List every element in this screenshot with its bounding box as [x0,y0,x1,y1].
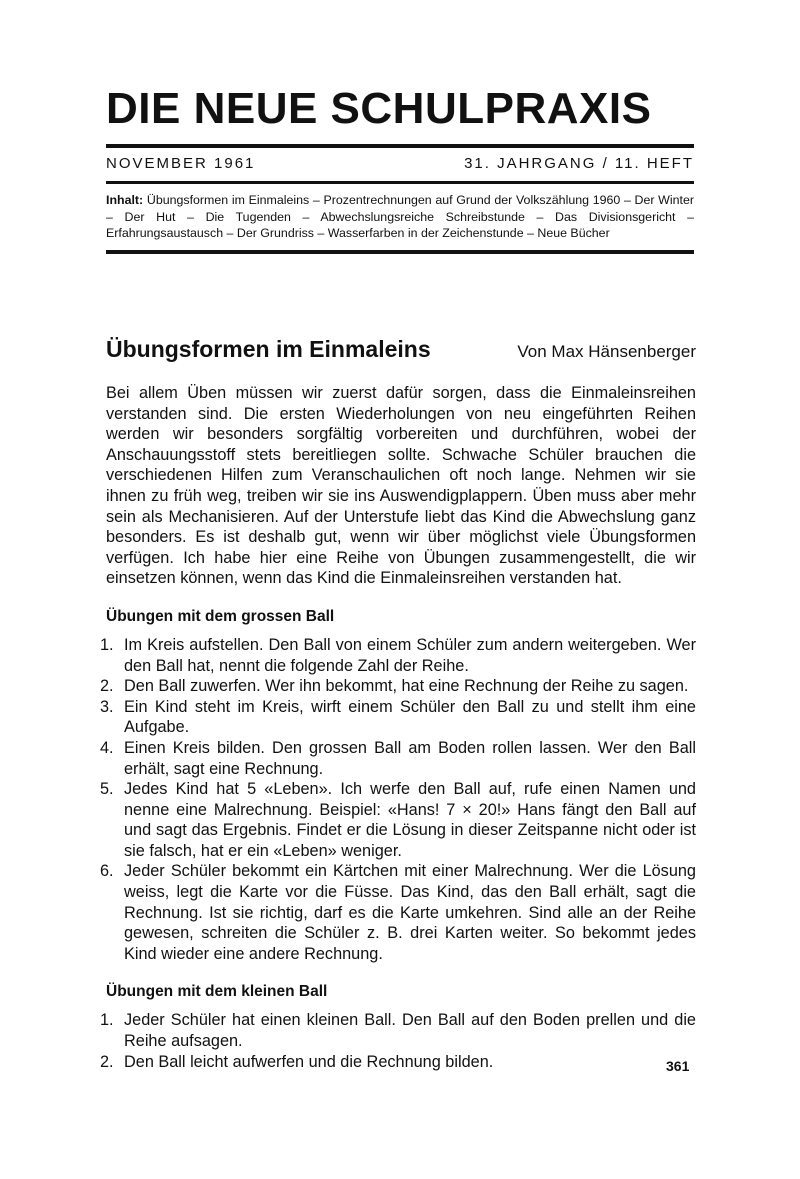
exercise-list [100,635,696,965]
item-text: Ein Kind steht im Kreis, wirft einem Schüler den Ball zu und stellt ihm eine Aufgabe. [124,697,696,737]
list-item [100,635,696,676]
item-text: Den Ball leicht aufwerfen und die Rechnung bilden. [124,1052,494,1071]
item-number: 1. [100,635,114,654]
toc-label: Inhalt: [106,193,144,207]
divider [106,144,694,148]
masthead [106,82,694,254]
section-heading: Übungen mit dem kleinen Ball [106,983,328,1001]
item-text: Den Ball zuwerfen. Wer ihn bekommt, hat eine Rechnung der Reihe zu sagen. [124,677,689,696]
item-text: Einen Kreis bilden. Den grossen Ball am Boden rollen lassen. Wer den Ball erhält, sagt eine Rechnung. [124,738,696,778]
list-item [100,1010,696,1051]
item-number: 3. [100,697,114,716]
article [100,336,696,1072]
list-item [100,697,696,738]
page-number: 361 [666,1058,690,1074]
item-text: Jedes Kind hat 5 «Leben». Ich werfe den Ball auf, rufe einen Namen und nenne eine Malrechnung. Beispiel: «Hans! 7 × 20!» Hans fängt den Ball auf und sagt das Ergebnis. Findet er die Lösung in dieser Zeitspanne nicht oder ist sie falsch, hat er ein «Leben» weniger. [124,780,696,860]
list-item [100,738,696,779]
list-item [100,676,696,697]
section-heading: Übungen mit dem grossen Ball [106,607,335,625]
issue-date: NOVEMBER 1961 [106,155,256,172]
exercise-list [100,1010,696,1072]
list-item [100,779,696,861]
list-item [100,1052,696,1073]
article-header [106,336,696,363]
item-text: Im Kreis aufstellen. Den Ball von einem Schüler zum andern weitergeben. Wer den Ball hat, nennt die folgende Zahl der Reihe. [124,635,696,675]
item-text: Jeder Schüler hat einen kleinen Ball. Den Ball auf den Boden prellen und die Reihe aufsagen. [124,1011,696,1051]
issue-line [106,154,694,174]
article-author: Von Max Hänsenberger [517,342,696,361]
item-number: 6. [100,862,114,881]
intro-paragraph: Bei allem Üben müssen wir zuerst dafür sorgen, dass die Einmaleinsreihen verstanden sind. Die ersten Wiederholungen von neu eingeführten Reihen werden wir besonders sorgfältig vorbereiten und durchführen, wobei der Anschauungsstoff stets bereitliegen sollte. Schwache Schüler brauchen die verschiedenen Hilfen zum Veranschaulichen oft noch lange. Nehmen wir sie ihnen zu früh weg, treiben wir sie ins Auswendigplappern. Üben muss aber mehr sein als Mechanisieren. Auf der Unterstufe liebt das Kind die Abwechslung ganz besonders. Es ist deshalb gut, wenn wir über möglichst viele Übungsformen verfügen. Ich habe hier eine Reihe von Übungen zusammengestellt, die wir einsetzen können, wenn das Kind die Einmaleinsreihen verstanden hat. [106,384,696,588]
list-item [100,861,696,964]
table-of-contents [106,192,694,242]
divider [106,181,694,184]
item-number: 4. [100,738,114,757]
item-number: 2. [100,677,114,696]
issue-number: 31. JAHRGANG / 11. HEFT [464,155,694,172]
journal-title: DIE NEUE SCHULPRAXIS [106,84,652,133]
item-number: 2. [100,1052,114,1071]
divider [106,250,694,254]
article-title: Übungsformen im Einmaleins [106,336,431,362]
item-number: 5. [100,780,114,799]
toc-text: Übungsformen im Einmaleins – Prozentrechnungen auf Grund der Volkszählung 1960 – Der Winter – Der Hut – Die Tugenden – Abwechslungsreiche Schreibstunde – Das Divisionsgericht – Erfahrungsaustausch – Der Grundriss – Wasserfarben in der Zeichenstunde – Neue Bücher [106,193,694,240]
item-text: Jeder Schüler bekommt ein Kärtchen mit einer Malrechnung. Wer die Lösung weiss, legt die Karte vor die Füsse. Das Kind, das den Ball erhält, sagt die Rechnung. Ist sie richtig, darf es die Karte umkehren. Sind alle an der Reihe gewesen, schreiten die Schüler z. B. drei Karten weiter. So bekommt jedes Kind wieder eine andere Rechnung. [124,862,696,963]
item-number: 1. [100,1011,114,1030]
